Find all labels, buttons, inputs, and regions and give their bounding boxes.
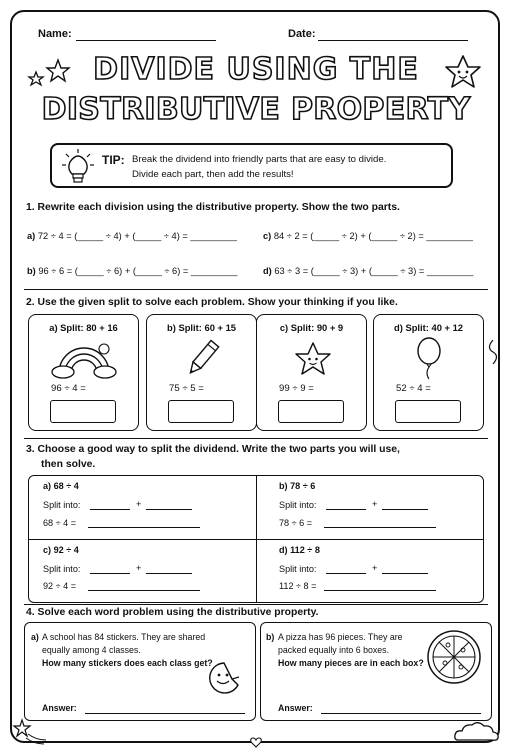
rainbow-icon [51, 339, 117, 379]
tip-line-1: Break the dividend into friendly parts that are easy to divide. [132, 154, 387, 165]
problem-label: a) [31, 632, 39, 642]
answer-field[interactable] [85, 713, 245, 714]
answer-field[interactable] [324, 527, 436, 528]
answer-field[interactable] [321, 713, 481, 714]
grid-divider-horizontal [28, 539, 484, 540]
split-part-2-field[interactable] [382, 573, 428, 574]
answer-label: 78 ÷ 6 = [279, 518, 313, 528]
answer-label: 68 ÷ 4 = [43, 518, 77, 528]
split-into-label: Split into: [43, 564, 81, 574]
divider [24, 604, 488, 605]
problem-label: c) [263, 231, 272, 241]
plus-sign: + [372, 499, 378, 509]
word-problem-a [24, 622, 256, 721]
lightbulb-icon [61, 148, 95, 186]
title-line-1: DIVIDE USING THE [93, 52, 419, 87]
tip-line-2: Divide each part, then add the results! [132, 169, 294, 180]
balloon-icon [412, 337, 446, 381]
answer-box[interactable] [278, 400, 344, 423]
side-vine-icon [486, 340, 500, 364]
card-problem: 75 ÷ 5 = [169, 383, 204, 394]
tip-label: TIP: [102, 153, 125, 167]
divider [24, 289, 488, 290]
split-card-a [28, 314, 139, 431]
plus-sign: + [372, 563, 378, 573]
cell-label: b) 78 ÷ 6 [279, 481, 316, 491]
problem-text: 84 ÷ 2 = (_____ ÷ 2) + (_____ ÷ 2) = _________ [273, 231, 473, 241]
star-icon [293, 341, 333, 377]
problem-1d [263, 266, 473, 276]
problem-question: How many stickers does each class get? [42, 658, 213, 668]
split-into-label: Split into: [279, 500, 317, 510]
cell-label: d) 112 ÷ 8 [279, 545, 320, 555]
date-label: Date: [288, 28, 316, 40]
section-3-heading-line-1: 3. Choose a good way to split the dividend. Write the two parts you will use, [26, 444, 400, 455]
answer-label: Answer: [278, 703, 313, 713]
card-title: b) Split: 60 + 15 [166, 322, 237, 333]
split-part-1-field[interactable] [90, 573, 130, 574]
problem-text: 63 ÷ 3 = (_____ ÷ 3) + (_____ ÷ 3) = _________ [274, 266, 474, 276]
answer-field[interactable] [324, 590, 436, 591]
problem-label: b) [27, 266, 36, 276]
name-field[interactable] [76, 40, 216, 41]
cloud-icon [452, 716, 502, 746]
heart-icon [244, 735, 268, 749]
smiley-sticker-icon [204, 660, 244, 696]
card-problem: 99 ÷ 9 = [279, 383, 314, 394]
problem-label: d) [263, 266, 272, 276]
split-part-1-field[interactable] [90, 509, 130, 510]
split-into-label: Split into: [43, 500, 81, 510]
answer-box[interactable] [50, 400, 116, 423]
card-title: d) Split: 40 + 12 [393, 322, 464, 333]
shooting-star-icon [12, 716, 48, 746]
answer-field[interactable] [88, 527, 200, 528]
problem-1c [263, 231, 473, 241]
card-title: a) Split: 80 + 16 [49, 322, 118, 333]
problem-line-2: equally among 4 classes. [42, 645, 141, 655]
cell-label: c) 92 ÷ 4 [43, 545, 79, 555]
section-2-heading: 2. Use the given split to solve each problem. Show your thinking if you like. [26, 297, 398, 308]
problem-1b [27, 266, 237, 276]
answer-box[interactable] [395, 400, 461, 423]
title-line-2: DISTRIBUTIVE PROPERTY [41, 92, 471, 127]
pencil-icon [180, 337, 224, 381]
problem-line-1: A school has 84 stickers. They are shared [42, 632, 206, 642]
answer-label: Answer: [42, 703, 77, 713]
problem-label: b) [266, 632, 275, 642]
answer-field[interactable] [88, 590, 200, 591]
plus-sign: + [136, 563, 142, 573]
problem-line-1: A pizza has 96 pieces. They are [278, 632, 403, 642]
section-3-heading-line-2: then solve. [41, 459, 96, 470]
plus-sign: + [136, 499, 142, 509]
tip-box [50, 143, 453, 188]
split-part-1-field[interactable] [326, 509, 366, 510]
answer-label: 92 ÷ 4 = [43, 581, 77, 591]
split-into-label: Split into: [279, 564, 317, 574]
problem-1a [27, 231, 237, 241]
date-field[interactable] [318, 40, 468, 41]
split-part-2-field[interactable] [146, 509, 192, 510]
answer-box[interactable] [168, 400, 234, 423]
split-part-2-field[interactable] [146, 573, 192, 574]
answer-label: 112 ÷ 8 = [279, 581, 317, 591]
split-part-2-field[interactable] [382, 509, 428, 510]
section-1-heading: 1. Rewrite each division using the distributive property. Show the two parts. [26, 202, 400, 213]
name-label: Name: [38, 28, 72, 40]
card-problem: 52 ÷ 4 = [396, 383, 431, 394]
card-title: c) Split: 90 + 9 [279, 322, 344, 333]
split-card-b [146, 314, 257, 431]
word-problem-b [260, 622, 492, 721]
divider [24, 438, 488, 439]
split-part-1-field[interactable] [326, 573, 366, 574]
problem-label: a) [27, 231, 36, 241]
split-card-d [373, 314, 484, 431]
pizza-icon [426, 629, 482, 685]
problem-line-2: packed equally into 6 boxes. [278, 645, 390, 655]
split-card-c [256, 314, 367, 431]
section-4-heading: 4. Solve each word problem using the distributive property. [26, 607, 319, 618]
cell-label: a) 68 ÷ 4 [43, 481, 79, 491]
problem-text: 96 ÷ 6 = (_____ ÷ 6) + (_____ ÷ 6) = _________ [38, 266, 238, 276]
problem-text: 72 ÷ 4 = (_____ ÷ 4) + (_____ ÷ 4) = _________ [37, 231, 237, 241]
card-problem: 96 ÷ 4 = [51, 383, 86, 394]
problem-question: How many pieces are in each box? [278, 658, 424, 668]
